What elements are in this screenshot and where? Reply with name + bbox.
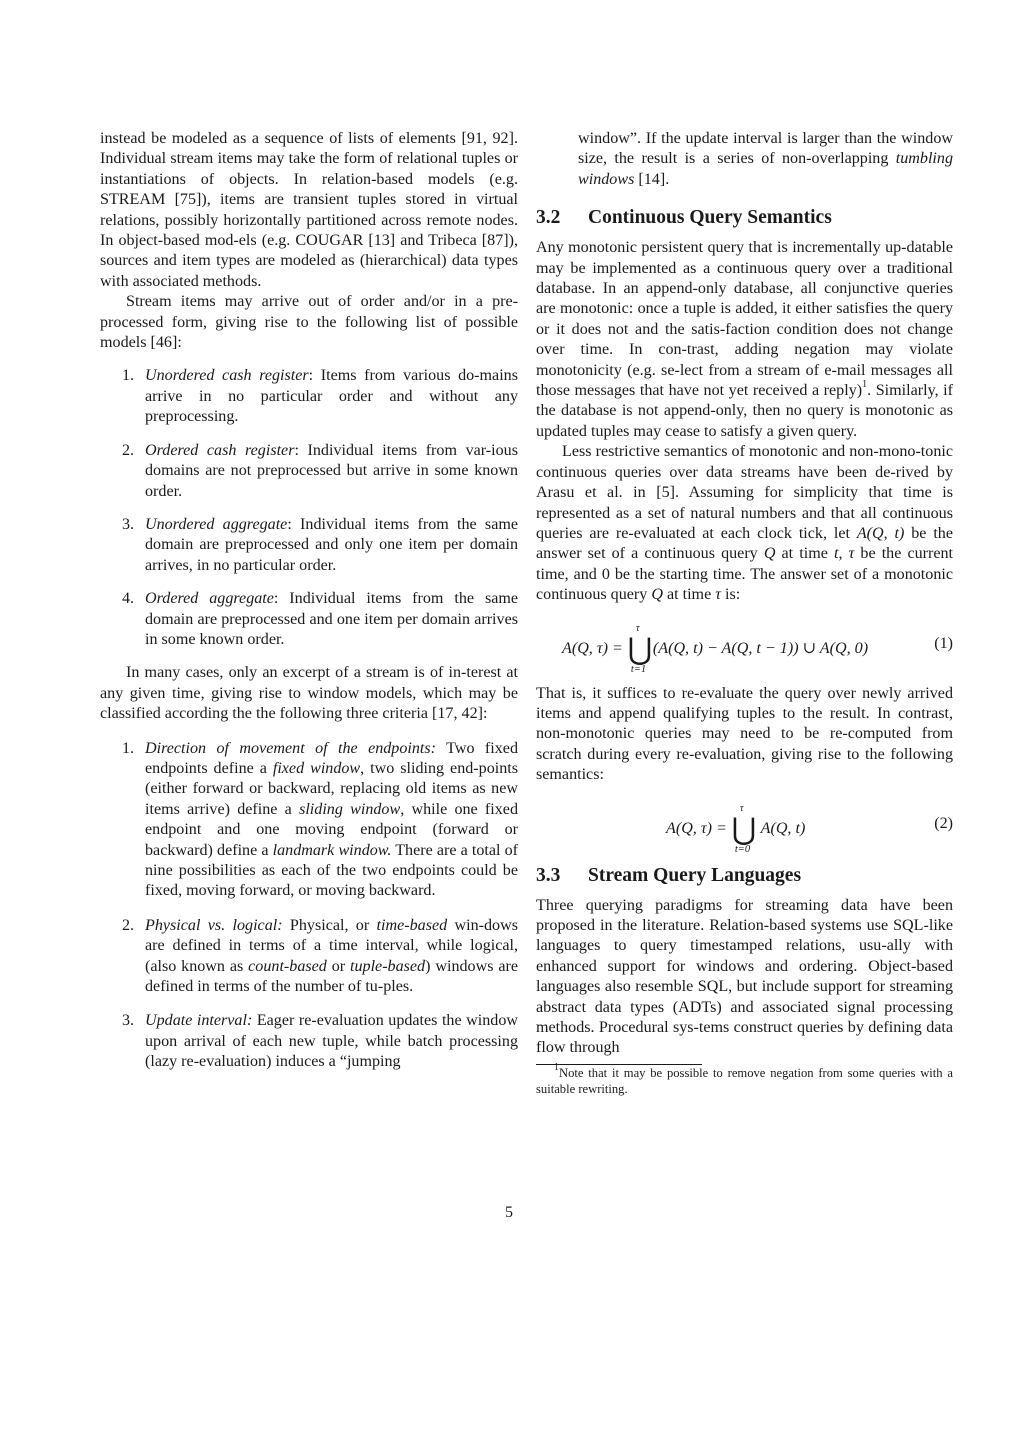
equation-2: A(Q, τ) = τ ⋃ t=0 A(Q, t) (2) — [666, 802, 953, 855]
right-column — [536, 129, 953, 1097]
paragraph: Three querying paradigms for streaming data have been proposed in the literature. Relation-based systems use SQL-like languages to query timestamped relations, usu-ally with enhanced support for windows and ordering. Object-based languages also resemble SQL, but include support for streaming abstract data types (ADTs) and associated signal processing methods. Procedural sys-tems construct queries by defining data flow through — [536, 896, 953, 1057]
paragraph: That is, it suffices to re-evaluate the query over newly arrived items and append qualifying tuples to the result. In contrast, non-monotonic queries may need to be re-computed from scratch during every re-evaluation, giving rise to the following semantics: — [536, 684, 953, 784]
equation-number: (1) — [934, 634, 953, 652]
section-heading-3-2: 3.2 Continuous Query Semantics — [536, 207, 832, 229]
big-union-symbol: ⋃ — [627, 632, 653, 666]
term: Unordered aggregate — [145, 515, 288, 533]
paragraph: Less restrictive semantics of monotonic and non-mono-tonic continuous queries over data streams have been de-rived by Arasu et al. in [5]. Assuming for simplicity that time is represented as a set of natural numbers and that all continuous queries are re-evaluated at each clock tick, let A(Q, t) be the answer set of a continuous query Q at time t, τ be the current time, and 0 be the starting time. The answer set of a monotonic continuous query Q at time τ is: — [536, 443, 954, 604]
list-item: 1. Direction of movement of the endpoints: Two fixed endpoints define a fixed window, two sliding end-points (either forward or backward, replacing old items as new items arrive) define a sliding window, while one fixed endpoint and one moving endpoint (forward or backward) define a landmark window. There are a total of nine possibilities as each of the two endpoints could be fixed, moving forward, or moving backward. — [122, 739, 518, 900]
list-item: 2. Physical vs. logical: Physical, or time-based win-dows are defined in terms of a time interval, while logical, (also known as count-based or tuple-based) windows are defined in terms of the number of tu-ples. — [122, 916, 519, 996]
list-item: 3. Unordered aggregate: Individual items from the same domain are preprocessed and only one item per domain arrives, in no particular order. — [122, 515, 519, 574]
section-heading-3-3: 3.3 Stream Query Languages — [536, 864, 802, 886]
list-item: 1. Unordered cash register: Items from various do-mains arrive in no particular order and without any preprocessing. — [122, 367, 518, 426]
list-item: 3. Update interval: Eager re-evaluation updates the window upon arrival of each new tuple, while batch processing (lazy re-evaluation) induces a “jumping — [122, 1012, 518, 1071]
term: Update interval: — [145, 1012, 253, 1030]
paragraph: instead be modeled as a sequence of lists of elements [91, 92]. Individual stream items may take the form of relational tuples or instantiations of objects. In relation-based models (e.g. STREAM [75]), items are transient tuples stored in virtual relations, possibly horizontally partitioned across remote nodes. In object-based mod-els (e.g. COUGAR [13] and Tribeca [87]), sources and item types are modeled as (hierarchical) data types with associated methods. — [100, 130, 518, 290]
term: Unordered cash register — [145, 367, 309, 385]
left-column — [100, 129, 518, 1087]
footnote-marker: 1 — [862, 378, 868, 390]
page-number: 5 — [505, 1204, 513, 1221]
paragraph: Stream items may arrive out of order and/or in a pre-processed form, giving rise to the following list of possible models [46]: — [100, 293, 518, 352]
stream-models-list — [100, 366, 518, 650]
equation-number: (2) — [934, 814, 953, 832]
paragraph: Any monotonic persistent query that is incrementally up-datable may be implemented as a continuous query over a traditional database. In an append-only database, all conjunctive queries are monotonic: once a tuple is added, it either satisfies the query or it does not and the satis-faction condition does not change over time. In con-trast, adding negation may violate monotonicity (e.g. se-lect from a stream of e-mail messages all those messages that have not yet received a reply)$^1$. Similarly, if the database is not append-only, then no query is monotonic as updated tuples may cease to satisfy a given query. — [536, 239, 953, 440]
window-criteria-list — [100, 739, 518, 1073]
term: Physical vs. logical: — [145, 916, 283, 934]
term: Direction of movement of the endpoints: — [145, 739, 437, 757]
big-union-symbol: ⋃ — [731, 812, 757, 846]
term: Ordered aggregate — [145, 590, 274, 608]
term: Ordered cash register — [145, 441, 295, 459]
list-item: 4. Ordered aggregate: Individual items from the same domain are preprocessed and one item per domain arrives in some known order. — [122, 590, 519, 648]
equation-1: A(Q, τ) = τ ⋃ t=1 (A(Q, t) − A(Q, t − 1)) ∪ A(Q, 0) (1) — [562, 622, 953, 675]
paragraph: In many cases, only an excerpt of a stream is of in-terest at any given time, giving rise to window models, which may be classified according the the following three criteria [17, 42]: — [100, 664, 518, 723]
list-item: 2. Ordered cash register: Individual items from var-ious domains are not preprocessed but arrive in some known order. — [122, 441, 518, 500]
list-item-continuation: window”. If the update interval is larger than the window size, the result is a series of non-overlapping tumbling windows [14]. — [578, 130, 953, 188]
footnote: $^1$Note that it may be possible to remove negation from some queries with a suitable rewriting. — [536, 1061, 953, 1096]
